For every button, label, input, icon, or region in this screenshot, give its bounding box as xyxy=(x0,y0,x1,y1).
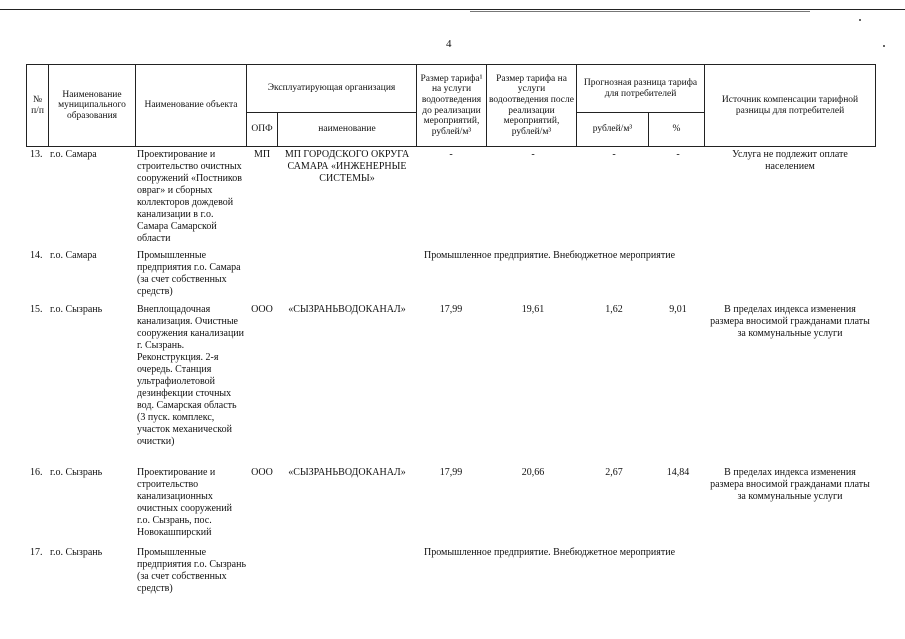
header-source: Источник компенсации тарифной разницы для потребителей xyxy=(705,65,876,147)
header-num: № п/п xyxy=(27,65,49,147)
header-org-opf: ОПФ xyxy=(247,113,278,147)
header-tariff-after: Размер тарифа на услуги водоотведения после реализации мероприятий, рублей/м³ xyxy=(487,65,577,147)
header-tariff-before: Размер тарифа¹ на услуги водоотведения до реализации мероприятий, рублей/м³ xyxy=(417,65,487,147)
row-num: 14. xyxy=(30,250,43,261)
row-num: 15. xyxy=(30,304,43,315)
header-org-name: наименование xyxy=(278,113,417,147)
row-municipality: г.о. Сызрань xyxy=(50,547,103,558)
row-diff-pct: 14,84 xyxy=(666,467,690,478)
row-municipality: г.о. Сызрань xyxy=(50,467,103,478)
row-opf: ООО xyxy=(251,467,273,478)
header-object: Наименование объекта xyxy=(136,65,247,147)
row-diff-rub: - xyxy=(612,149,616,160)
row-diff-rub: 2,67 xyxy=(605,467,623,478)
row-object: Промышленные предприятия г.о. Сызрань (за счет собственных средств) xyxy=(137,547,247,594)
row-object: Проектирование и строительство очистных сооружений «Постников овраг» и сборных коллекторов дождевой канализации в г.о. Самара Самарской области xyxy=(137,149,242,244)
header-org: Эксплуатирующая организация xyxy=(247,65,417,113)
top-rule-secondary xyxy=(470,11,810,12)
row-tariff-after: 19,61 xyxy=(521,304,545,315)
row-num: 17. xyxy=(30,547,43,558)
scan-speck xyxy=(859,19,861,21)
row-org-name: «СЫЗРАНЬВОДОКАНАЛ» xyxy=(288,467,406,478)
row-tariff-after: - xyxy=(531,149,535,160)
header-diff-pct: % xyxy=(649,113,705,147)
row-opf: ООО xyxy=(251,304,273,315)
row-municipality: г.о. Сызрань xyxy=(50,304,103,315)
row-tariff-after: 20,66 xyxy=(521,467,545,478)
row-num: 13. xyxy=(30,149,43,160)
row-municipality: г.о. Самара xyxy=(50,250,97,261)
row-num: 16. xyxy=(30,467,43,478)
header-diff-rub: рублей/м³ xyxy=(577,113,649,147)
header-diff: Прогнозная разница тарифа для потребителей xyxy=(577,65,705,113)
row-diff-pct: - xyxy=(676,149,680,160)
row-org-name: МП ГОРОДСКОГО ОКРУГА САМАРА «ИНЖЕНЕРНЫЕ СИСТЕМЫ» xyxy=(284,149,410,184)
row-org-name: «СЫЗРАНЬВОДОКАНАЛ» xyxy=(288,304,406,315)
row-diff-rub: 1,62 xyxy=(605,304,623,315)
table-header xyxy=(26,64,876,147)
row-note: Промышленное предприятие. Внебюджетное мероприятие xyxy=(424,547,676,558)
row-object: Проектирование и строительство канализационных очистных сооружений г.о. Сызрань, пос. Новокашпирский xyxy=(137,467,232,538)
row-tariff-before: - xyxy=(449,149,453,160)
row-object: Промышленные предприятия г.о. Самара (за счет собственных средств) xyxy=(137,250,241,297)
top-rule xyxy=(0,9,905,10)
row-opf: МП xyxy=(253,149,271,160)
row-tariff-before: 17,99 xyxy=(439,304,463,315)
header-municipality: Наименование муниципального образования xyxy=(49,65,136,147)
row-source: В пределах индекса изменения размера вносимой гражданами платы за коммунальные услуги xyxy=(710,304,870,339)
row-note: Промышленное предприятие. Внебюджетное мероприятие xyxy=(424,250,676,261)
scan-speck xyxy=(883,45,885,47)
row-source: В пределах индекса изменения размера вносимой гражданами платы за коммунальные услуги xyxy=(710,467,870,502)
row-source: Услуга не подлежит оплате населением xyxy=(732,149,848,172)
row-object: Внеплощадочная канализация. Очистные сооружения канализации г. Сызрань. Реконструкция. 2-я очередь. Станция ультрафиолетовой дезинфекции сточных вод. Самарская область (3 пуск. комплекс, участок механической очистки) xyxy=(137,304,245,447)
row-diff-pct: 9,01 xyxy=(669,304,687,315)
row-municipality: г.о. Самара xyxy=(50,149,97,160)
page-number: 4 xyxy=(446,38,452,50)
row-tariff-before: 17,99 xyxy=(439,467,463,478)
